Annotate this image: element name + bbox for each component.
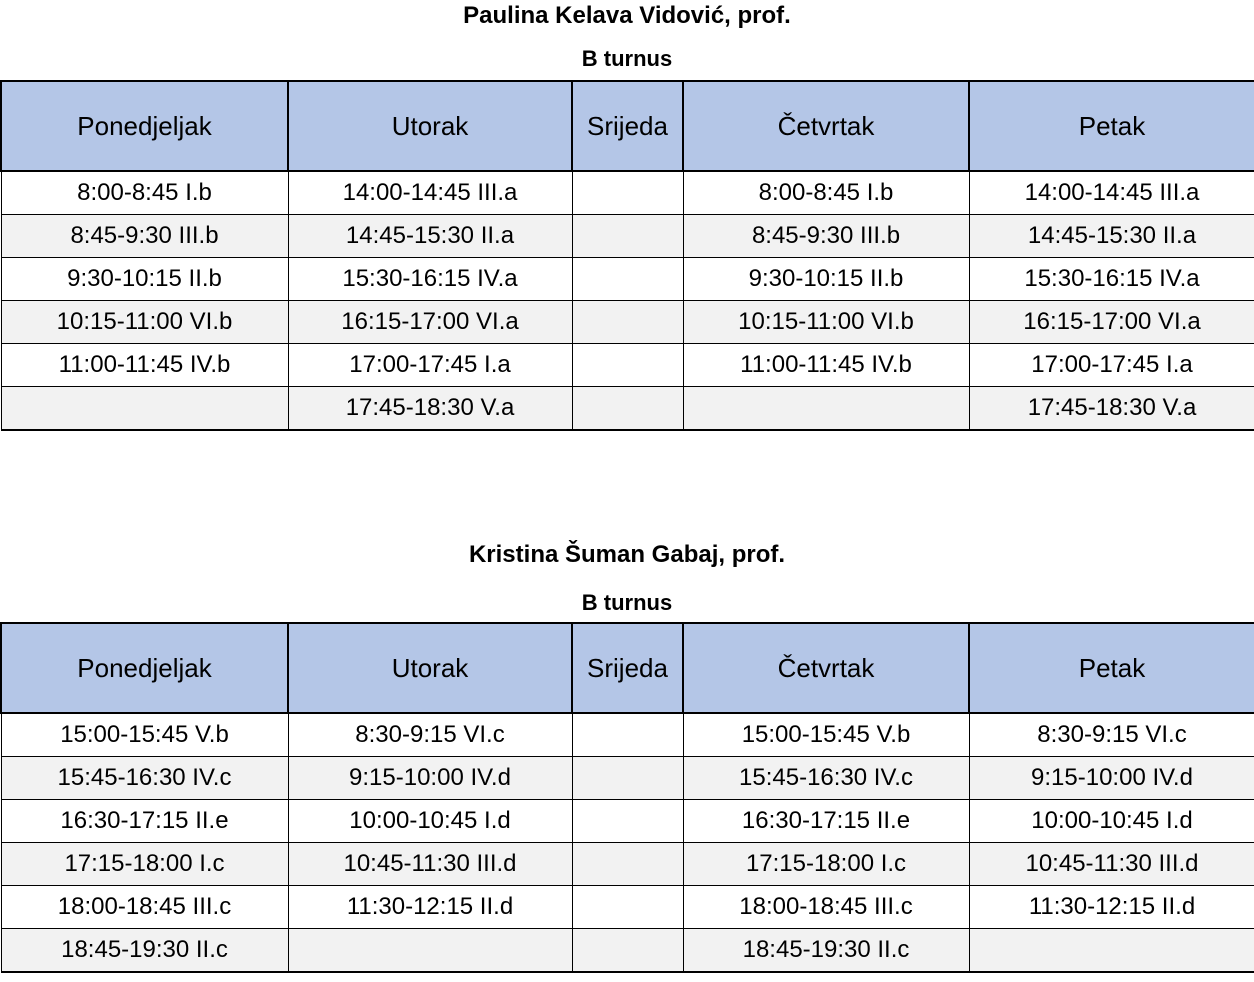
table-cell: 15:30-16:15 IV.a <box>288 258 572 301</box>
table-cell: 17:15-18:00 I.c <box>683 843 969 886</box>
shift-label: B turnus <box>581 590 673 615</box>
table-row <box>1 886 1254 929</box>
table-cell: 9:30-10:15 II.b <box>1 258 288 301</box>
table-cell: 14:00-14:45 III.a <box>969 171 1254 215</box>
table-cell <box>572 215 683 258</box>
table-cell: 10:45-11:30 III.d <box>969 843 1254 886</box>
table-cell: 15:30-16:15 IV.a <box>969 258 1254 301</box>
table-cell: 8:30-9:15 VI.c <box>969 713 1254 757</box>
table-cell <box>572 301 683 344</box>
table-cell: 17:15-18:00 I.c <box>1 843 288 886</box>
table-cell <box>572 713 683 757</box>
table-cell: 11:30-12:15 II.d <box>288 886 572 929</box>
table-cell: 8:30-9:15 VI.c <box>288 713 572 757</box>
table-cell: 15:45-16:30 IV.c <box>1 757 288 800</box>
table-cell: 11:30-12:15 II.d <box>969 886 1254 929</box>
table-cell: 15:00-15:45 V.b <box>683 713 969 757</box>
table-cell <box>572 757 683 800</box>
teacher-name: Kristina Šuman Gabaj, prof. <box>468 541 786 568</box>
day-header-row <box>1 623 1254 713</box>
table-cell: 11:00-11:45 IV.b <box>1 344 288 387</box>
table-row <box>1 843 1254 886</box>
day-header-wednesday: Srijeda <box>572 623 683 713</box>
table-cell: 16:15-17:00 VI.a <box>288 301 572 344</box>
table-cell: 9:15-10:00 IV.d <box>288 757 572 800</box>
table-cell <box>572 344 683 387</box>
table-cell: 16:30-17:15 II.e <box>1 800 288 843</box>
table-cell: 9:30-10:15 II.b <box>683 258 969 301</box>
table-cell: 8:45-9:30 III.b <box>683 215 969 258</box>
schedule-table <box>0 622 1254 973</box>
table-cell: 15:45-16:30 IV.c <box>683 757 969 800</box>
table-cell: 16:30-17:15 II.e <box>683 800 969 843</box>
schedule-section-2 <box>0 530 1254 973</box>
table-row <box>1 344 1254 387</box>
table-row <box>1 800 1254 843</box>
table-cell: 17:00-17:45 I.a <box>969 344 1254 387</box>
schedule-table <box>0 80 1254 431</box>
schedule-section-1 <box>0 0 1254 431</box>
day-header-tuesday: Utorak <box>288 81 572 171</box>
table-cell <box>572 929 683 973</box>
table-cell: 10:15-11:00 VI.b <box>1 301 288 344</box>
day-header-monday: Ponedjeljak <box>1 623 288 713</box>
table-row <box>1 757 1254 800</box>
table-cell: 14:45-15:30 II.a <box>969 215 1254 258</box>
day-header-friday: Petak <box>969 623 1254 713</box>
table-cell: 18:00-18:45 III.c <box>683 886 969 929</box>
table-row <box>1 301 1254 344</box>
day-header-thursday: Četvrtak <box>683 81 969 171</box>
table-cell: 8:00-8:45 I.b <box>1 171 288 215</box>
table-cell: 10:45-11:30 III.d <box>288 843 572 886</box>
table-row <box>1 387 1254 431</box>
teacher-name: Paulina Kelava Vidović, prof. <box>463 2 791 29</box>
table-row <box>1 713 1254 757</box>
day-header-wednesday: Srijeda <box>572 81 683 171</box>
table-cell <box>288 929 572 973</box>
table-cell <box>572 387 683 431</box>
day-header-tuesday: Utorak <box>288 623 572 713</box>
table-cell: 16:15-17:00 VI.a <box>969 301 1254 344</box>
shift-label: B turnus <box>581 46 673 71</box>
table-cell: 8:45-9:30 III.b <box>1 215 288 258</box>
table-cell <box>969 929 1254 973</box>
day-header-thursday: Četvrtak <box>683 623 969 713</box>
table-cell <box>1 387 288 431</box>
day-header-monday: Ponedjeljak <box>1 81 288 171</box>
table-cell <box>683 387 969 431</box>
table-cell <box>572 886 683 929</box>
table-cell: 17:45-18:30 V.a <box>288 387 572 431</box>
table-cell: 8:00-8:45 I.b <box>683 171 969 215</box>
table-cell: 17:00-17:45 I.a <box>288 344 572 387</box>
table-row <box>1 258 1254 301</box>
table-cell: 18:45-19:30 II.c <box>683 929 969 973</box>
table-cell: 11:00-11:45 IV.b <box>683 344 969 387</box>
table-cell: 10:00-10:45 I.d <box>969 800 1254 843</box>
table-cell: 18:00-18:45 III.c <box>1 886 288 929</box>
table-cell: 15:00-15:45 V.b <box>1 713 288 757</box>
day-header-row <box>1 81 1254 171</box>
table-row <box>1 215 1254 258</box>
table-cell <box>572 843 683 886</box>
table-cell <box>572 800 683 843</box>
day-header-friday: Petak <box>969 81 1254 171</box>
table-row <box>1 171 1254 215</box>
table-cell: 17:45-18:30 V.a <box>969 387 1254 431</box>
table-cell: 9:15-10:00 IV.d <box>969 757 1254 800</box>
table-cell: 14:00-14:45 III.a <box>288 171 572 215</box>
table-cell: 18:45-19:30 II.c <box>1 929 288 973</box>
table-cell <box>572 171 683 215</box>
table-cell: 10:00-10:45 I.d <box>288 800 572 843</box>
table-cell: 14:45-15:30 II.a <box>288 215 572 258</box>
table-row <box>1 929 1254 973</box>
table-cell <box>572 258 683 301</box>
table-cell: 10:15-11:00 VI.b <box>683 301 969 344</box>
